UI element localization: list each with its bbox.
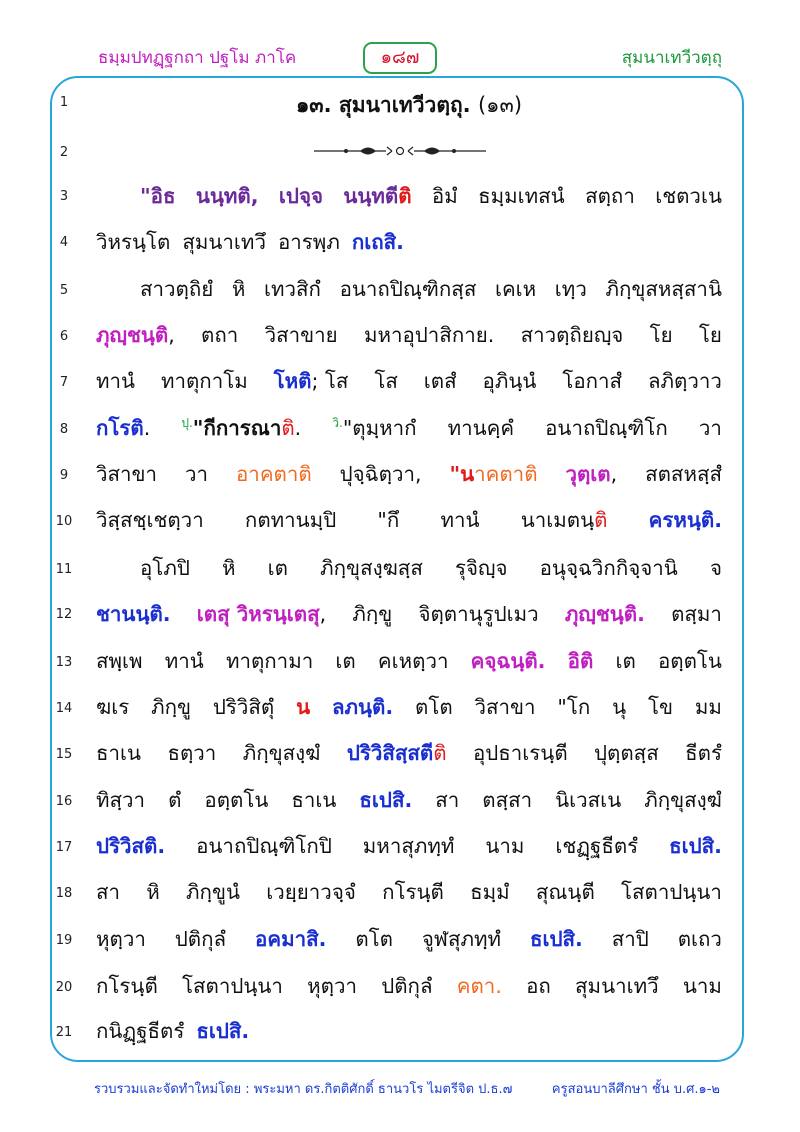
text-line-4 <box>96 226 722 259</box>
text-line-8 <box>96 412 722 445</box>
word <box>332 412 416 445</box>
word: ลภิตฺวาว <box>647 369 722 393</box>
word: สุมนาเทวึ <box>575 974 659 998</box>
word: เต <box>335 649 356 673</box>
word: ธีตรํ <box>685 741 722 765</box>
word: ปริวิสิตุํ <box>212 695 275 719</box>
text-line-21 <box>96 1015 722 1048</box>
word: ตสฺมา <box>671 602 722 626</box>
word: ธมฺมเทสนํ <box>478 184 565 208</box>
word: เต <box>615 649 636 673</box>
word-part: , <box>610 462 618 486</box>
word: นาม <box>682 974 722 998</box>
word: ปุตฺตสฺส <box>594 741 659 765</box>
word <box>449 458 537 491</box>
text-line-3 <box>140 180 722 213</box>
word-part: . <box>294 416 302 440</box>
word: เตสํ <box>423 369 457 393</box>
word: โข <box>647 695 673 719</box>
word: ธเปสิ. <box>669 834 722 858</box>
word-part: าคตาติ <box>474 462 538 486</box>
word: โอกาสํ <box>562 369 623 393</box>
word: อิมํ <box>431 184 458 208</box>
line-number: 11 <box>55 562 73 577</box>
word-part: นนฺทตี <box>343 184 399 208</box>
word: มม <box>694 695 722 719</box>
word-part: โหติ <box>273 369 312 393</box>
word: อคมาสิ. <box>255 927 327 951</box>
word: กนิฏฺฐธีตรํ <box>96 1019 185 1043</box>
word: อนาถปิณฺฑิโกปิ <box>196 834 332 858</box>
text-line-20 <box>96 970 722 1003</box>
speaker-mark: ปุ. <box>181 416 193 431</box>
word: ตํ <box>168 788 182 812</box>
line-number: 20 <box>55 980 73 995</box>
word-part: นาเมตนฺ <box>520 508 595 532</box>
word: เคเห <box>494 277 537 301</box>
word-part: ติ <box>281 416 295 440</box>
text-line-7 <box>96 365 722 398</box>
line-number: 13 <box>55 655 73 670</box>
word: จิตฺตานุรูปเมว <box>418 602 539 626</box>
word: หิ <box>231 277 246 301</box>
word-part: , <box>319 602 327 626</box>
word: ลภนฺติ. <box>331 695 394 719</box>
word: ตโต <box>355 927 393 951</box>
word-part: กโรติ <box>96 416 144 440</box>
word: สาวตฺถิยญฺจ <box>520 323 624 347</box>
word: วิสาขาย <box>264 323 338 347</box>
word-part: ปริวิสิสฺสตี <box>346 741 434 765</box>
word: ตเถว <box>677 927 722 951</box>
line-number: 8 <box>59 422 69 437</box>
text-line-16 <box>96 784 722 817</box>
divider-ornament <box>300 143 500 159</box>
word: อถ <box>526 974 551 998</box>
word: ธเปสิ. <box>359 788 413 812</box>
word: วิหรนฺโต <box>96 230 171 254</box>
word: เชฏฺฐธีตรํ <box>555 834 639 858</box>
word: "โก <box>557 695 591 719</box>
line-number: 21 <box>55 1025 73 1040</box>
text-line-9 <box>96 458 722 491</box>
word <box>274 365 349 398</box>
word: คเหตฺวา <box>377 649 449 673</box>
line-number: 15 <box>55 747 73 762</box>
word: "อิธ <box>140 184 176 208</box>
word: กโรนฺตี <box>96 974 158 998</box>
page-number: ๑๘๗ <box>380 47 420 68</box>
word <box>347 737 447 770</box>
word-part: เตสุ วิหรนฺเตสุ <box>196 602 320 626</box>
word: คจฺฉนฺติ. <box>470 649 546 673</box>
text-line-10 <box>96 504 722 537</box>
text-line-6 <box>96 319 722 352</box>
word-part: "ตุมฺหากํ <box>342 416 417 440</box>
word: ภิกฺขุสหสฺสานิ <box>605 277 722 301</box>
word <box>521 504 608 537</box>
line-number: 2 <box>59 145 69 160</box>
word: อุภินฺนํ <box>482 369 537 393</box>
word: อารพฺภ <box>277 230 340 254</box>
word: เวยฺยาวจฺจํ <box>266 880 356 904</box>
text-line-5 <box>140 273 722 306</box>
line-number: 17 <box>55 840 73 855</box>
line-number: 10 <box>55 514 73 529</box>
word: โย <box>698 323 722 347</box>
text-line-19 <box>96 923 722 956</box>
word: หุตฺวา <box>307 974 357 998</box>
word: อิติ <box>567 649 594 673</box>
word: โย <box>649 323 673 347</box>
word: ภิกฺขู <box>352 602 393 626</box>
word: สตสหสฺสํ <box>645 462 722 486</box>
word-part: , <box>168 323 175 347</box>
text-line-14 <box>96 691 722 724</box>
word: สพฺเพ <box>96 649 143 673</box>
word: อุโภปิ <box>140 556 190 580</box>
word: สุมนาเทวึ <box>182 230 266 254</box>
word: อตฺตโน <box>204 788 269 812</box>
word: ตถา <box>201 323 239 347</box>
story-heading-number: (๑๓) <box>477 93 523 117</box>
header-book-title: ธมฺมปทฏฺฐกถา ปฐโม ภาโค <box>98 48 297 68</box>
word: สาวตฺถิยํ <box>140 277 214 301</box>
line-number: 12 <box>55 607 73 622</box>
word: ธเปสิ. <box>529 927 583 951</box>
footer-compiler: รวบรวมและจัดทำใหม่โดย : พระมหา ดร.กิตติศักดิ์ ธานวโร ไมตรีจิต ป.ธ.๗ <box>94 1082 513 1097</box>
word <box>181 412 301 445</box>
text-line-13 <box>96 645 722 678</box>
word-part: วุตฺเต <box>565 462 611 486</box>
line-number: 6 <box>59 329 69 344</box>
word: วิสาขา <box>96 462 158 486</box>
line-number: 3 <box>59 189 69 204</box>
word <box>96 412 150 445</box>
text-line-17 <box>96 830 722 863</box>
word: ตโต <box>415 695 453 719</box>
word: ทิสฺวา <box>96 788 146 812</box>
word: อตฺตโน <box>657 649 722 673</box>
word: ปริวิสติ. <box>96 834 166 858</box>
word: อุปธาเรนฺตี <box>472 741 568 765</box>
text-line-12 <box>96 598 722 631</box>
word: อาคตาติ <box>236 462 312 486</box>
word: ธาเน <box>291 788 337 812</box>
word: ทานํ <box>164 649 204 673</box>
word: ฆเร <box>96 695 130 719</box>
word: วา <box>698 416 722 440</box>
word: นุ <box>612 695 627 719</box>
footer-course: ครูสอนบาลีศึกษา ชั้น บ.ศ.๑-๒ <box>551 1082 720 1097</box>
word: ทาตุกามา <box>225 649 314 673</box>
word: ทานํ <box>96 369 136 393</box>
word: โสตาปนฺนา <box>182 974 283 998</box>
word <box>96 319 175 352</box>
word: อนาถปิณฺฑิโก <box>545 416 668 440</box>
line-number: 16 <box>55 794 73 809</box>
word: สา <box>96 880 121 904</box>
word: สตฺถา <box>585 184 635 208</box>
word: ชานนฺติ. <box>96 602 171 626</box>
word: ตสฺสา <box>482 788 533 812</box>
line-number: 5 <box>59 283 69 298</box>
word: วา <box>185 462 209 486</box>
word: คตา. <box>456 974 502 998</box>
word-part: ติ <box>594 508 608 532</box>
word: โสตาปนฺนา <box>621 880 722 904</box>
word: เทวสิกํ <box>264 277 321 301</box>
word: หิ <box>146 880 160 904</box>
word: โส <box>374 369 398 393</box>
story-heading <box>96 89 722 122</box>
word: ธตฺวา <box>167 741 217 765</box>
word: หิ <box>222 556 236 580</box>
word: รุจิญฺจ <box>454 556 508 580</box>
word: ธเปสิ. <box>196 1019 250 1043</box>
word-part: ; โส <box>311 369 349 393</box>
word: กเถสิ. <box>351 230 404 254</box>
word: นาม <box>485 834 525 858</box>
word: ครหนฺติ. <box>648 508 722 532</box>
word <box>343 180 411 213</box>
word: นนฺทติ, <box>195 184 259 208</box>
word: ธมฺมํ <box>470 880 510 904</box>
word-part: ติ <box>433 741 447 765</box>
word: ปุจฺฉิตฺวา, <box>339 462 422 486</box>
word: กโรนฺตี <box>382 880 444 904</box>
word <box>197 598 326 631</box>
word: ภิกฺขุสงฺฆสฺส <box>320 556 423 580</box>
word: หุตฺวา <box>96 927 146 951</box>
word: ภุญฺชนฺติ. <box>564 602 645 626</box>
word-part: "กีการณา <box>192 416 282 440</box>
line-number: 1 <box>59 95 69 110</box>
word: ภิกฺขูนํ <box>186 880 240 904</box>
word: วิสาขา <box>474 695 536 719</box>
speaker-mark: วิ. <box>332 416 343 431</box>
word: อนุจฺฉวิกกิจฺจานิ <box>539 556 678 580</box>
text-line-18 <box>96 876 722 909</box>
story-heading-text: ๑๓. สุมนาเทวีวตฺถุ. <box>295 93 471 117</box>
word: มหาอุปาสิกาย. <box>363 323 495 347</box>
line-number: 4 <box>59 235 69 250</box>
line-number: 7 <box>59 375 69 390</box>
text-line-15 <box>96 737 722 770</box>
word: ภิกฺขู <box>151 695 192 719</box>
word: วิสฺสชฺเชตฺวา <box>96 508 204 532</box>
line-number: 18 <box>55 886 73 901</box>
word: อนาถปิณฺฑิกสฺส <box>339 277 477 301</box>
word: ทาตุกาโม <box>160 369 248 393</box>
word: ทานคฺคํ <box>447 416 515 440</box>
word-part: . <box>143 416 151 440</box>
word: เต <box>267 556 288 580</box>
word: "กึ <box>377 508 400 532</box>
page-number-box <box>363 42 437 74</box>
word: สุณนฺตี <box>535 880 595 904</box>
word: ปติกุลํ <box>174 927 227 951</box>
word: ทานํ <box>440 508 480 532</box>
word: จูฬสุภทฺทํ <box>421 927 501 951</box>
word: ปติกุลํ <box>381 974 433 998</box>
word: มหาสุภทฺทํ <box>362 834 455 858</box>
header-story-title: สุมนาเทวีวตฺถุ <box>621 48 722 68</box>
word: สาปิ <box>611 927 649 951</box>
word-part: ติ <box>398 184 412 208</box>
line-number: 19 <box>55 933 73 948</box>
word: นิเวสเน <box>555 788 622 812</box>
word: เชตวเน <box>655 184 722 208</box>
word: ภิกฺขุสงฺฆํ <box>644 788 722 812</box>
word: เปจฺจ <box>278 184 323 208</box>
word-part: ภุญฺชนฺติ <box>96 323 169 347</box>
word: เทฺว <box>554 277 587 301</box>
line-number: 9 <box>59 468 69 483</box>
word <box>565 458 617 491</box>
word: น <box>296 695 311 719</box>
word-part: "น <box>449 462 475 486</box>
word: กตทานมฺปิ <box>244 508 337 532</box>
word: ธาเน <box>96 741 142 765</box>
text-line-11 <box>140 552 722 585</box>
word: ภิกฺขุสงฺฆํ <box>242 741 321 765</box>
line-number: 14 <box>55 701 73 716</box>
word: จ <box>709 556 722 580</box>
word: สา <box>435 788 460 812</box>
